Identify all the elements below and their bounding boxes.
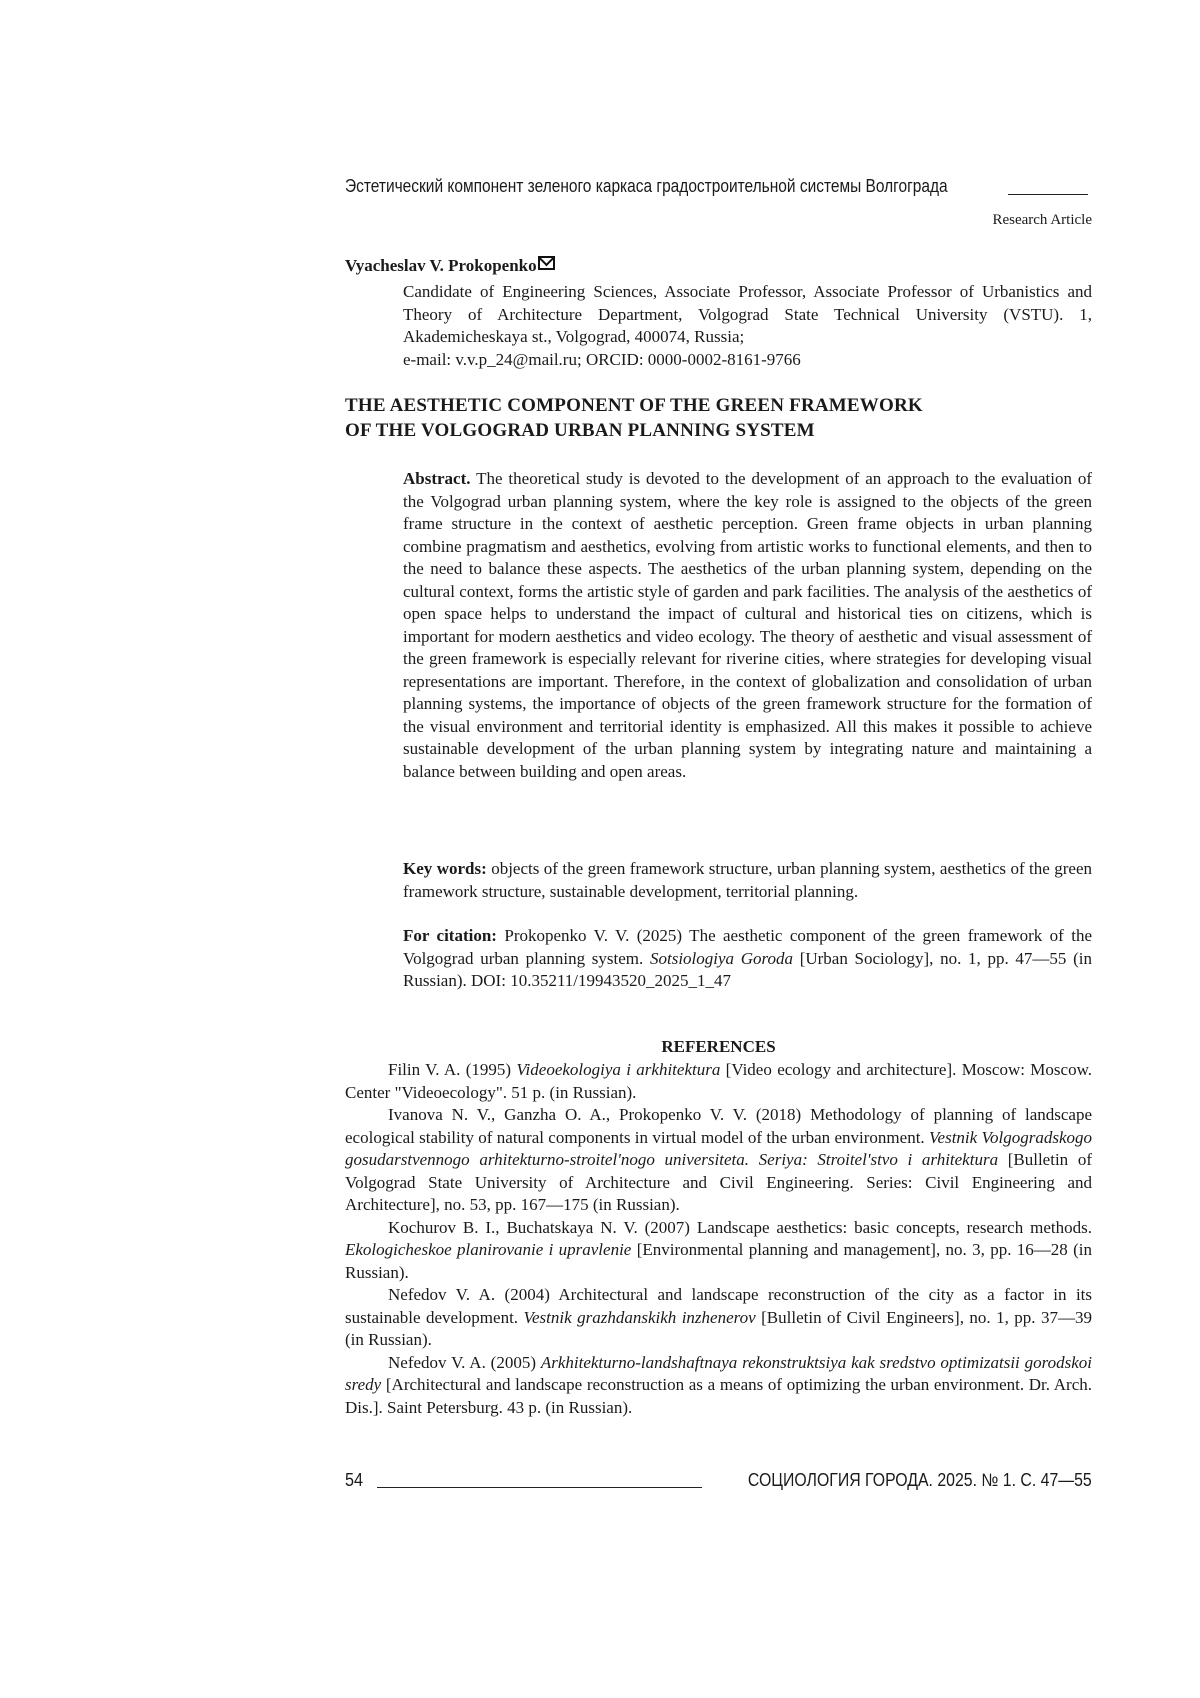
citation-label: For citation: [403,926,497,945]
ref-authors: Kochurov B. I., Buchatskaya N. V. (2007) Landscape aesthetics: basic concepts, research methods. [388,1218,1092,1237]
keywords-text: objects of the green framework structure, urban planning system, aesthetics of the green framework structure, sustainable development, territorial planning. [403,859,1092,901]
journal-page [0,0,1200,1698]
citation-text: Prokopenko V. V. (2025) The aesthetic component of the green framework of the Volgograd urban planning system. [403,926,1092,968]
keywords [403,858,1092,903]
running-header [345,176,1092,200]
journal-footer: СОЦИОЛОГИЯ ГОРОДА. 2025. № 1. С. 47—55 [748,1470,1092,1491]
ref-details: [Bulletin of Civil Engineers], no. 1, pp. 37—39 (in Russian). [345,1308,1092,1350]
reference-item [345,1284,1092,1352]
ref-authors: Ivanova N. V., Ganzha O. A., Prokopenko V. V. (2018) Methodology of planning of landscape ecological stability of natural components in virtual model of the urban environment. [345,1105,1092,1147]
references-heading: REFERENCES [345,1037,1092,1057]
citation-details: [Urban Sociology], no. 1, pp. 47—55 (in Russian). DOI: 10.35211/19943520_2025_1_47 [403,949,1092,991]
abstract-label: Abstract. [403,469,471,488]
mail-icon [538,256,555,270]
article-title [345,393,1092,443]
author-contact: e-mail: v.v.p_24@mail.ru; ORCID: 0000-0002-8161-9766 [403,349,1092,372]
references-list [345,1059,1092,1419]
author-name-line [345,256,555,276]
ref-details: [Architectural and landscape reconstruction as a means of optimizing the urban environment. Dr. Arch. Dis.]. Saint Petersburg. 43 p. (in Russian). [345,1375,1092,1417]
article-type-label: Research Article [992,212,1092,229]
running-title: Эстетический компонент зеленого каркаса градостроительной системы Волгограда [345,176,948,197]
keywords-label: Key words: [403,859,487,878]
ref-source: Vestnik Volgogradskogo gosudarstvennogo arhitekturno-stroitel'nogo universiteta. Seriya: Stroitel'stvo i arhitektura [345,1128,1092,1170]
title-line-2: OF THE VOLGOGRAD URBAN PLANNING SYSTEM [345,418,1092,443]
citation-journal: Sotsiologiya Goroda [650,949,793,968]
author-affiliation [403,281,1092,371]
ref-source: Vestnik grazhdanskikh inzhenerov [524,1308,756,1327]
citation [403,925,1092,993]
page-number: 54 [345,1470,363,1491]
ref-authors: Filin V. A. (1995) [388,1060,511,1079]
reference-item [345,1352,1092,1420]
reference-item [345,1104,1092,1217]
ref-details: [Environmental planning and management], no. 3, pp. 16—28 (in Russian). [345,1240,1092,1282]
reference-item [345,1217,1092,1285]
author-name: Vyacheslav V. Prokopenko [345,256,537,275]
reference-item [345,1059,1092,1104]
ref-details: [Bulletin of Volgograd State University of Architecture and Civil Engineering. Series: Civil Engineering and Architecture], no. 53, pp. 167—175 (in Russian). [345,1150,1092,1214]
abstract [403,468,1092,783]
affiliation-text: Candidate of Engineering Sciences, Associate Professor, Associate Professor of Urbanistics and Theory of Architecture Department, Volgograd State Technical University (VSTU). 1, Akademicheskaya st., Volgograd, 400074, Russia; [403,281,1092,349]
ref-source: Arkhitekturno-landshaftnaya rekonstruktsiya kak sredstvo optimizatsii gorodskoi sredy [345,1353,1092,1395]
ref-source: Ekologicheskoe planirovanie i upravlenie [345,1240,631,1259]
page-footer [345,1470,1092,1496]
ref-source: Videoekologiya i arkhitektura [516,1060,720,1079]
ref-authors: Nefedov V. A. (2004) Architectural and landscape reconstruction of the city as a factor in its sustainable development. [345,1285,1092,1327]
abstract-text: The theoretical study is devoted to the development of an approach to the evaluation of the Volgograd urban planning system, where the key role is assigned to the objects of the green frame structure in the context of aesthetic perception. Green frame objects in urban planning combine pragmatism and aesthetics, evolving from artistic works to functional elements, and then to the need to balance these aspects. The aesthetics of the urban planning system, depending on the cultural context, forms the artistic style of garden and park facilities. The analysis of the aesthetics of open space helps to understand the impact of cultural and historical ties on citizens, which is important for modern aesthetics and video ecology. The theory of aesthetic and visual assessment of the green framework is especially relevant for riverine cities, where strategies for developing visual representations are important. Therefore, in the context of globalization and consolidation of urban planning systems, the importance of objects of the green framework structure for the formation of the visual environment and territorial identity is emphasized. All this makes it possible to achieve sustainable development of the urban planning system by integrating nature and maintaining a balance between building and open areas. [403,469,1092,781]
header-rule [1008,194,1088,195]
ref-authors: Nefedov V. A. (2005) [388,1353,536,1372]
title-line-1: THE AESTHETIC COMPONENT OF THE GREEN FRAMEWORK [345,393,1092,418]
footer-rule [377,1487,702,1488]
ref-details: [Video ecology and architecture]. Moscow: Moscow. Center "Videoecology". 51 p. (in Russian). [345,1060,1092,1102]
